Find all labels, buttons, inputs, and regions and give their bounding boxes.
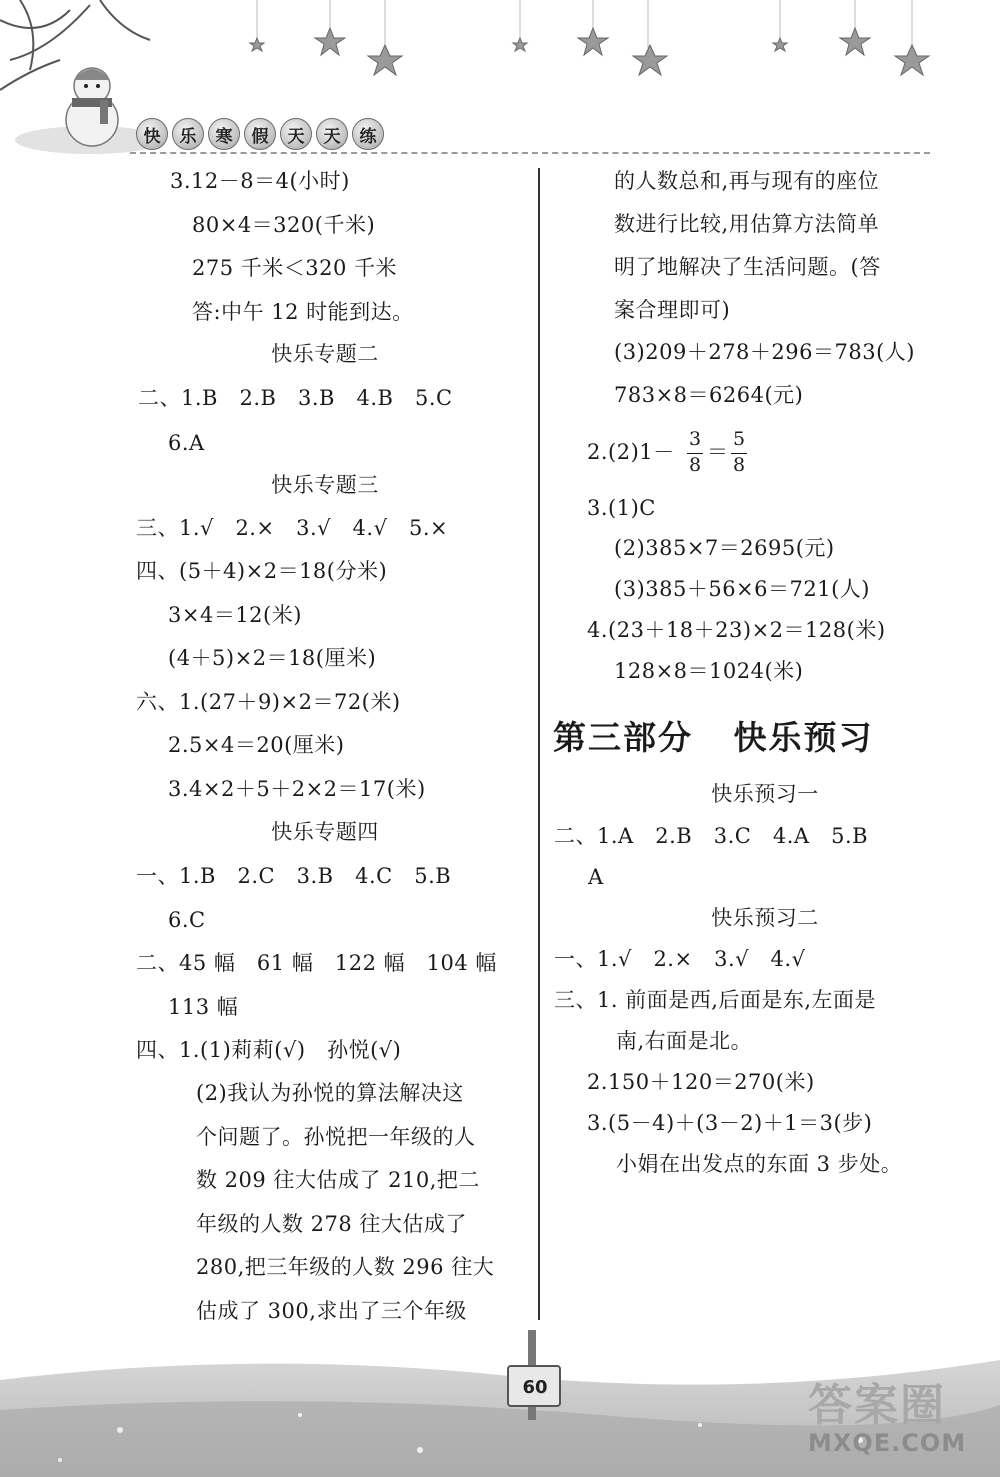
header-divider <box>130 152 930 154</box>
answer-line: 113 幅 <box>168 995 239 1019</box>
answer-line: 案合理即可) <box>614 298 731 322</box>
answer-line: 六、1.(27＋9)×2＝72(米) <box>136 690 401 714</box>
title-char: 假 <box>244 118 276 150</box>
subsection-title: 快乐预习一 <box>711 782 819 806</box>
answer-line: 一、1.B 2.C 3.B 4.C 5.B <box>136 864 452 888</box>
answer-line: 小娟在出发点的东面 3 步处。 <box>616 1152 903 1176</box>
answer-line: 783×8＝6264(元) <box>614 383 804 407</box>
answer-line: 3.12－8＝4(小时) <box>170 169 350 193</box>
answer-line: (4＋5)×2＝18(厘米) <box>168 646 377 670</box>
answer-line: (3)209＋278＋296＝783(人) <box>614 340 915 364</box>
title-char: 乐 <box>172 118 204 150</box>
answer-line: 二、1.A 2.B 3.C 4.A 5.B <box>554 824 869 848</box>
page-number: 60 <box>522 1376 548 1398</box>
answer-line: 三、1. 前面是西,后面是东,左面是 <box>554 988 877 1012</box>
answer-line: (2)385×7＝2695(元) <box>614 536 835 560</box>
title-char: 天 <box>316 118 348 150</box>
fraction-denominator: 8 <box>688 454 702 476</box>
title-char: 快 <box>136 118 168 150</box>
answer-line: 明了地解决了生活问题。(答 <box>614 255 881 279</box>
subsection-title: 快乐专题二 <box>271 342 379 366</box>
answer-line: 数 209 往大估成了 210,把二 <box>196 1168 480 1192</box>
answer-line: 南,右面是北。 <box>616 1029 753 1053</box>
answer-line: 6.A <box>168 431 205 455</box>
answer-line: 80×4＝320(千米) <box>192 213 376 237</box>
answer-line: 280,把三年级的人数 296 往大 <box>196 1255 495 1279</box>
subsection-title: 快乐专题三 <box>271 473 379 497</box>
watermark-url: MXQE.COM <box>808 1429 967 1457</box>
title-char: 练 <box>352 118 384 150</box>
answer-line: 2.(2)1－ <box>587 440 675 464</box>
answer-line: 估成了 300,求出了三个年级 <box>196 1299 467 1323</box>
answer-line: A <box>588 865 604 889</box>
subsection-title: 快乐预习二 <box>711 906 819 930</box>
answer-line: 275 千米＜320 千米 <box>192 256 398 280</box>
answer-line: 6.C <box>168 908 206 932</box>
answer-line: (2)我认为孙悦的算法解决这 <box>196 1081 464 1105</box>
hanging-stars <box>250 0 929 75</box>
title-char: 寒 <box>208 118 240 150</box>
answer-line: 4.(23＋18＋23)×2＝128(米) <box>587 618 886 642</box>
branch-illustration <box>0 0 150 90</box>
answer-line: 三、1.√ 2.× 3.√ 4.√ 5.× <box>136 516 449 540</box>
column-divider <box>538 168 540 1320</box>
title-char: 天 <box>280 118 312 150</box>
answer-line: 3.4×2＋5＋2×2＝17(米) <box>168 777 426 801</box>
fraction-numerator: 5 <box>732 428 746 450</box>
answer-line: 年级的人数 278 往大估成了 <box>196 1212 467 1236</box>
section-title: 第三部分 快乐预习 <box>553 718 874 757</box>
answer-line: 3×4＝12(米) <box>168 603 302 627</box>
answer-line: 二、45 幅 61 幅 122 幅 104 幅 <box>136 951 497 975</box>
fraction-denominator: 8 <box>732 454 746 476</box>
fraction-numerator: 3 <box>688 428 702 450</box>
header-title <box>136 118 384 150</box>
answer-line: 二、1.B 2.B 3.B 4.B 5.C <box>138 386 453 410</box>
answer-line: 一、1.√ 2.× 3.√ 4.√ <box>554 947 806 971</box>
equals-sign: ＝ <box>707 440 729 464</box>
answer-line: 四、1.(1)莉莉(√) 孙悦(√) <box>136 1038 402 1062</box>
answer-line: 答:中午 12 时能到达。 <box>192 300 414 324</box>
subsection-title: 快乐专题四 <box>271 820 379 844</box>
answer-line: 数进行比较,用估算方法简单 <box>614 212 880 236</box>
answer-line: 2.5×4＝20(厘米) <box>168 733 345 757</box>
answer-line: 128×8＝1024(米) <box>614 659 804 683</box>
answer-line: 2.150＋120＝270(米) <box>587 1070 815 1094</box>
answer-line: 3.(1)C <box>587 496 656 520</box>
answer-line: 个问题了。孙悦把一年级的人 <box>196 1125 476 1149</box>
answer-line: 3.(5－4)＋(3－2)＋1＝3(步) <box>587 1111 873 1135</box>
watermark-logo <box>808 1382 993 1456</box>
answer-line: 四、(5＋4)×2＝18(分米) <box>136 559 388 583</box>
answer-line: 的人数总和,再与现有的座位 <box>614 169 880 193</box>
watermark-text: 答案圈 <box>808 1380 946 1431</box>
answer-line: (3)385＋56×6＝721(人) <box>614 577 870 601</box>
